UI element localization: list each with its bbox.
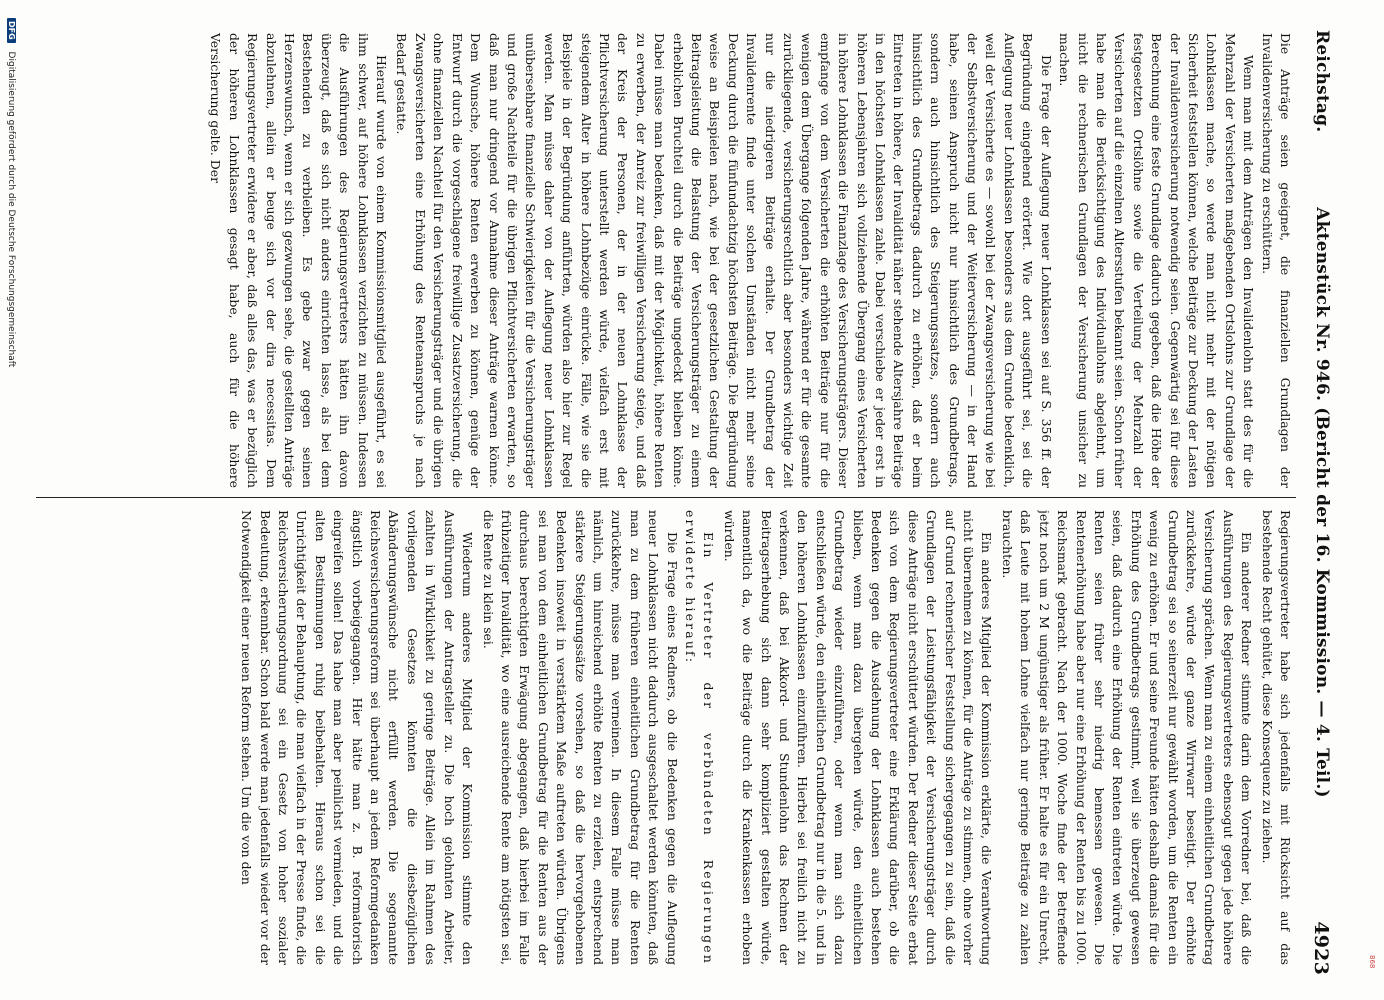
page-header bbox=[1302, 30, 1332, 975]
page-number: 4923 bbox=[1310, 921, 1332, 975]
paragraph: Ein anderes Mitglied der Kommission erklärte, die Verantwortung nicht übernehmen zu können, für die Anträge zu stimmen, ohne vorher auf Grund rechnerischer Feststellung sichergegangen zu sein, daß die Grundlagen der Leistungsfähigkeit der Versicherungsträger durch diese Anträge nicht erschüttert würden. Der Redner dieser Seite erbat sich von dem Regierungsvertreter eine Erklärung darüber, ob die Bedenken gegen die Ausdehnung der Lohnklassen auch bestehen blieben, wenn man dazu übergehen würde, den einheitlichen Grundbetrag wieder einzuführen, oder wenn man sich dazu entschließen würde, den einheitlichen Grundbetrag nur in die 5. und in den höheren Lohnklassen einzuführen. Hierbei sei freilich nicht zu verkennen, daß bei Akkord- und Stundenlohn das Rechnen der Beitragserhebung sich dann sehr kompliziert gestalten würde, namentlich da, wo die Beiträge durch die Krankenkassen erhoben würden. bbox=[721, 510, 995, 965]
header-title: Aktenstück Nr. 946. (Bericht der 16. Kommission. — 4. Teil.) bbox=[1312, 207, 1332, 798]
paragraph: Die Frage eines Redners, ob die Bedenken gegen die Auflegung neuer Lohnklassen nicht dadurch ausgeschaltet werden könnten, daß man zu dem früheren einheitlichen Grundbetrag für die Renten zurückkehre, müsse man verneinen. In diesem Falle müsse man nämlich, um hinreichend erhöhte Renten zu erzielen, entsprechend stärkere Steigerungssätze vorsehen, so daß die hervorgehobenen Bedenken insoweit in verstärktem Maße auftreten würden. Übrigens sei man von dem einheitlichen Grundbetrag für die Renten aus der durchaus berechtigten Erwägung abgegangen, daß hierbei im Falle frühzeitiger Invalidität, wo eine ausreichende Rente am nötigsten sei, die Rente zu klein sei. bbox=[480, 510, 680, 965]
paragraph: Ein Vertreter der verbündeten Regierungen erwiderte hierauf: bbox=[683, 510, 717, 965]
paragraph: Wiederum anderes Mitglied der Kommission stimmte den Ausführungen der Antragsteller zu. Die hoch gelohnten Arbeiter, zahlten in Wirklichkeit zu geringe Beiträge. Allein im Rahmen des vorliegenden Gesetzes könnten die diesbezüglichen Abänderungswünsche nicht erfüllt werden. Die sogenannte Reichsversicherungsreform sei überhaupt an jedem Reformgedanken ängstlich vorbeigegangen. Hier hätte man z. B. reformatorisch eingreifen sollen! Das habe man aber peinlichst vermieden, und die alten Bestimmungen ruhig beibehalten. Hieraus schon sei die Unrichtigkeit der Behauptung, die man vielfach in der Presse finde, die Reichsversicherungsordnung sei ein Gesetz von hoher sozialer Bedeutung, erkennbar. Schon bald werde man jedenfalls wieder vor der Notwendigkeit einer neuen Reform stehen. Um die von den bbox=[239, 510, 476, 965]
right-column bbox=[34, 510, 1294, 965]
dfg-logo: DFG bbox=[7, 18, 16, 43]
paragraph: Wenn man mit dem Anträgen den Invalidenlohn statt des für die Mehrzahl der Versicherten maßgebenden Ortslohns zur Grundlage der Lohnklassen mache, so werde man nicht mehr mit der nötigen Sicherheit feststellen können, welche Beiträge zur Deckung der Lasten der Invalidenversicherung notwendig seien. Gegenwärtig sei für diese Berechnung eine feste Grundlage dadurch gegeben, daß die Höhe der festgesetzten Ortslöhne sowie die Verteilung der Mehrzahl der Versicherten auf die einzelnen Altersstufen bekannt seien. Schon früher habe man die Berücksichtigung des Individuallohns abgelehnt, um nicht die rechnerischen Grundlagen der Versicherung unsicher zu machen. bbox=[1057, 33, 1257, 488]
paragraph: Regierungsvertreter habe sich jedenfalls mit Rücksicht auf das bestehende Recht gehütet, diese Konsequenz zu ziehen. bbox=[1259, 510, 1293, 965]
page-footer bbox=[2, 18, 16, 988]
paragraph: Ein anderer Redner stimmte darin dem Vorredner bei, daß die Ausführungen des Regierungsvertreters ebensogut gegen jede höhere Versicherung sprächen. Wenn man zu einem einheitlichen Grundbetrag zurückkehre, würde der ganze Wirrwarr beseitigt. Der erhöhte Grundbetrag sei so seinerzeit nur gewählt worden, um die Renten ein wenig zu erhöhen. Er und seine Freunde hätten deshalb damals für die Erhöhung des Grundbetrags gestimmt, weil sie überzeugt gewesen seien, daß dadurch eine Erhöhung der Renten eintreten würde. Die Renten seien früher sehr niedrig bemessen gewesen. Die Rentenerhöhung habe aber nur eine Erhöhung der Renten bis zu 1000. Reichsmark gebracht. Nach der 1000. Woche finde der Betreffende jetzt noch um 2 M ungünstiger als früher. Er halte es für ein Unrecht, daß Leute mit hohem Lohne vielfach nur geringe Beiträge zu zahlen brauchten. bbox=[999, 510, 1255, 965]
paragraph: Hierauf wurde von einem Kommissionsmitglied ausgeführt, es sei ihm schwer, auf höhere Lohnklassen verzichten zu müssen. Indessen die Ausführungen des Regierungsvertreters hätten ihn davon überzeugt, daß es sich nicht anders einrichten lasse, als bei dem Bestehenden zu verbleiben. Es gebe zwar gegen seinen Herzenswunsch, wenn er sich gezwungen sehe, die gestellten Anträge abzulehnen, allein er beuge sich vor der dira necessitas. Dem Regierungsvertreter erwidere er aber, daß alles das, was er bezüglich der höheren Lohnklassen gesagt habe, auch für die höhere Versicherung gelte. Der bbox=[208, 33, 390, 488]
page-mark: 868 bbox=[1368, 955, 1376, 969]
paragraph: Die Frage der Auflegung neuer Lohnklassen sei auf S. 356 ff. der Begründung eingehend erörtert. Wie dort ausgeführt sei, sei die Auflegung neuer Lohnklassen besonders aus dem Grunde bedenklich, weil der Versicherte es — sowohl bei der Zwangsversicherung wie bei der Selbstversicherung und der Weiterversicherung — in der Hand habe, seinen Anspruch nicht nur hinsichtlich des Grundbetrags, sondern auch hinsichtlich des Steigerungssatzes, sondern auch hinsichtlich des Grundbetrags dadurch zu erhöhen, daß er beim Eintreten in höhere, der Invalidität näher stehende Altersjahre Beiträge in den höchsten Lohnklassen zahle. Dabei verschiebe er jeder erst in höheren Lebensjahren sich vollziehende Übergang eines Versicherten in höhere Lohnklassen die Finanzlage des Versicherungsträgers. Dieser empfange von dem Versicherten die erhöhten Beiträge nur für die wenigen dem Übergange folgenden Jahre, während er für die gesamte zurückliegende, versicherungsrechtlich aber besonders wichtige Zeit nur die niedrigeren Beiträge erhalte. Der Grundbetrag der Invalidenrente finde unter solchen Umständen nicht mehr seine Deckung durch die fünfundachtzig höchsten Beiträge. Die Begründung weise an Beispielen nach, wie bei der gesetzlichen Gestaltung der Beitragsleistung die Belastung der Versicherungsträger zu einem erheblichen Bruchteil durch die Beiträge ungedeckt bleiben könne. Dabei müsse man bedenken, daß mit der Möglichkeit, höhere Renten zu erwerben, der Anreiz zur freiwilligen Versicherung steige, und daß der Kreis der Personen, der in der neuen Lohnklasse der Pflichtversicherung unterstellt werden würde, vielfach erst mit steigendem Alter in höhere Lohnbezüge einrücke. Fälle, wie sie die Beispiele in der Begründung anführten, würden also hier zur Regel werden. Man müsse daher von der Auflegung neuer Lohnklassen unübersehbare finanzielle Schwierigkeiten für die Versicherungsträger und große Nachteile für die übrigen Pflichtversicherten erwarten, so daß man nur dringend vor Annahme dieser Anträge warnen könne. Dem Wunsche, höhere Renten erwerben zu können, genüge der Entwurf durch die vorgeschlagene freiwillige Zusatzversicherung, die ohne finanziellen Nachteil für den Versicherungsträger und die übrigen Zwangsversicherten eine Erhöhung des Rentenanspruchs je nach Bedarf gestatte. bbox=[394, 33, 1054, 488]
paragraph: Die Anträge seien geeignet, die finanziellen Grundlagen der Invalidenversicherung zu erschüttern. bbox=[1259, 33, 1293, 488]
left-column bbox=[34, 33, 1294, 488]
column-divider bbox=[36, 497, 1296, 498]
footer-text: Digitalisierung gefördert durch die Deutsche Forschungsgemeinschaft bbox=[6, 51, 16, 368]
header-left: Reichstag. bbox=[1312, 30, 1332, 133]
